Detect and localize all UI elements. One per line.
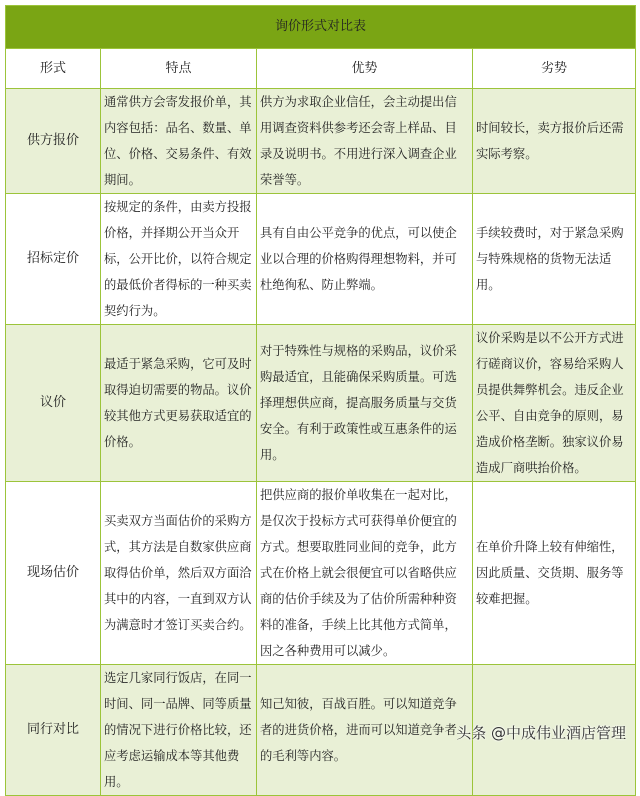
watermark: 头条 @中成伟业酒店管理 — [456, 724, 626, 742]
cell-feature: 选定几家同行饭店，在同一时间、同一品牌、同等质量的情况下进行价格比较，还应考虑运输成本等其他费用。 — [101, 665, 257, 796]
cell-feature: 通常供方会寄发报价单，其内容包括：品名、数量、单位、价格、交易条件、有效期间。 — [101, 89, 257, 194]
table-title: 询价形式对比表 — [6, 6, 636, 49]
header-advantage: 优势 — [257, 49, 473, 89]
cell-feature: 买卖双方当面估价的采购方式，其方法是自数家供应商取得估价单，然后双方面洽其中的内容，一直到双方认为满意时才签订买卖合约。 — [101, 482, 257, 665]
cell-form: 供方报价 — [6, 89, 101, 194]
cell-advantage: 供方为求取企业信任，会主动提出信用调查资料供参考还会寄上样品、目录及说明书。不用进行深入调查企业荣誉等。 — [257, 89, 473, 194]
cell-feature: 最适于紧急采购，它可及时取得迫切需要的物品。议价较其他方式更易获取适宜的价格。 — [101, 325, 257, 482]
table-row — [6, 482, 636, 665]
cell-advantage: 对于特殊性与规格的采购品，议价采购最适宜，且能确保采购质量。可选择理想供应商，提高服务质量与交货安全。有利于政策性或互惠条件的运用。 — [257, 325, 473, 482]
cell-form: 同行对比 — [6, 665, 101, 796]
cell-advantage: 把供应商的报价单收集在一起对比，是仅次于投标方式可获得单价便宜的方式。想要取胜同业间的竞争，此方式在价格上就会很便宜可以省略供应商的估价手续及为了估价所需种种资料的准备，手续上比其他方式简单，因之各种费用可以减少。 — [257, 482, 473, 665]
cell-advantage: 具有自由公平竞争的优点，可以使企业以合理的价格购得理想物料，并可杜绝徇私、防止弊端。 — [257, 194, 473, 325]
cell-advantage: 知己知彼，百战百胜。可以知道竞争者的进货价格，进而可以知道竞争者的毛利等内容。 — [257, 665, 473, 796]
cell-disadvantage: 在单价升降上较有伸缩性，因此质量、交货期、服务等较难把握。 — [473, 482, 636, 665]
header-disadvantage: 劣势 — [473, 49, 636, 89]
cell-form: 议价 — [6, 325, 101, 482]
cell-disadvantage: 时间较长，卖方报价后还需实际考察。 — [473, 89, 636, 194]
inquiry-comparison-table — [5, 5, 636, 796]
cell-disadvantage: 议价采购是以不公开方式进行磋商议价，容易给采购人员提供舞弊机会。违反企业公平、自由竞争的原则，易造成价格垄断。独家议价易造成厂商哄抬价格。 — [473, 325, 636, 482]
cell-form: 招标定价 — [6, 194, 101, 325]
cell-form: 现场估价 — [6, 482, 101, 665]
table-row — [6, 89, 636, 194]
header-feature: 特点 — [101, 49, 257, 89]
table-row — [6, 194, 636, 325]
header-form: 形式 — [6, 49, 101, 89]
table-row — [6, 325, 636, 482]
cell-disadvantage: 手续较费时，对于紧急采购与特殊规格的货物无法适用。 — [473, 194, 636, 325]
cell-feature: 按规定的条件，由卖方投报价格，并择期公开当众开标，公开比价，以符合规定的最低价者得标的一种买卖契约行为。 — [101, 194, 257, 325]
